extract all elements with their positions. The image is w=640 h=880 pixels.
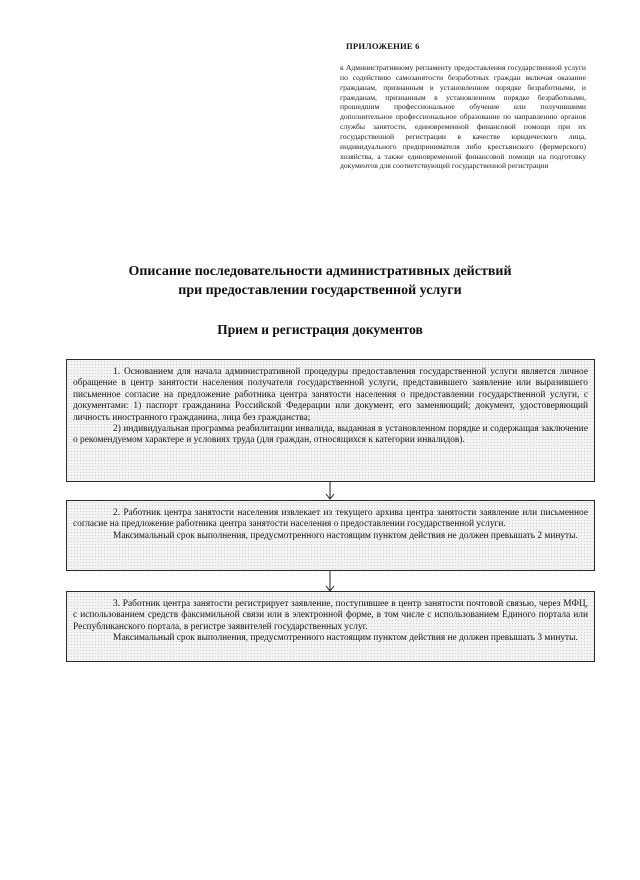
step-1-paragraph-1: 1. Основанием для начала административной процедуры предоставления государственной услуги является личное обращение в центр занятости населения получателя государственной услуги, представившего заявление или выразившего письменное согласие на предложение работника центра занятости населения о предоставлении государственной услуги, с документами: 1) паспорт гражданина Российской Федерации или документ, его заменяющий; документ, удостоверяющий личность иностранного гражданина, лица без гражданства; (73, 367, 588, 423)
flow-arrow-down-icon (320, 482, 340, 500)
document-title-line-2: при предоставлении государственной услуги (178, 283, 462, 298)
step-2-paragraph-2: Максимальный срок выполнения, предусмотренного настоящим пунктом действия не должен превышать 2 минуты. (113, 530, 578, 541)
document-title-line-1: Описание последовательности административных действий (128, 264, 512, 279)
document-title (60, 262, 580, 300)
step-1-paragraph-2: 2) индивидуальная программа реабилитации инвалида, выданная в установленном порядке и содержащая заключение о рекомендуемом характере и условиях труда (для граждан, относящихся к категории инвалидов). (73, 424, 588, 446)
flow-arrow-down-icon (320, 571, 340, 591)
section-title: Прием и регистрация документов (217, 322, 423, 337)
appendix-caption: к Административному регламенту предоставления государственной услуги по содействию самозанятости безработных граждан включая оказание гражданам, признанным в установленном порядке безработными, и гражданам, признанным в установленном порядке безработными, прошедшим профессиональное обучение или получившими дополнительное профессиональное образование по направлению органов службы занятости, единовременной финансовой помощи при их государственной регистрации в качестве юридического лица, индивидуального предпринимателя либо крестьянского (фермерского) хозяйства, а также единовременной финансовой помощи на подготовку документов для соответствующей государственной регистрации (340, 63, 586, 171)
step-box-3 (66, 591, 595, 662)
step-3-paragraph-1: 3. Работник центра занятости регистрирует заявление, поступившее в центр занятости почтовой связью, через МФЦ, с использованием средств факсимильной связи или в электронной форме, в том числе с использованием Единого портала или Республиканского портала, в регистре заявителей государственных услуг. (73, 599, 588, 632)
step-box-1 (66, 359, 595, 482)
appendix-title: ПРИЛОЖЕНИЕ 6 (346, 41, 420, 51)
step-3-paragraph-2: Максимальный срок выполнения, предусмотренного настоящим пунктом действия не должен превышать 3 минуты. (113, 633, 578, 644)
step-box-2 (66, 500, 595, 571)
step-2-paragraph-1: 2. Работник центра занятости населения извлекает из текущего архива центра занятости заявление или письменное согласие на предложение работника центра занятости населения о предоставлении государственной услуги. (73, 508, 588, 530)
